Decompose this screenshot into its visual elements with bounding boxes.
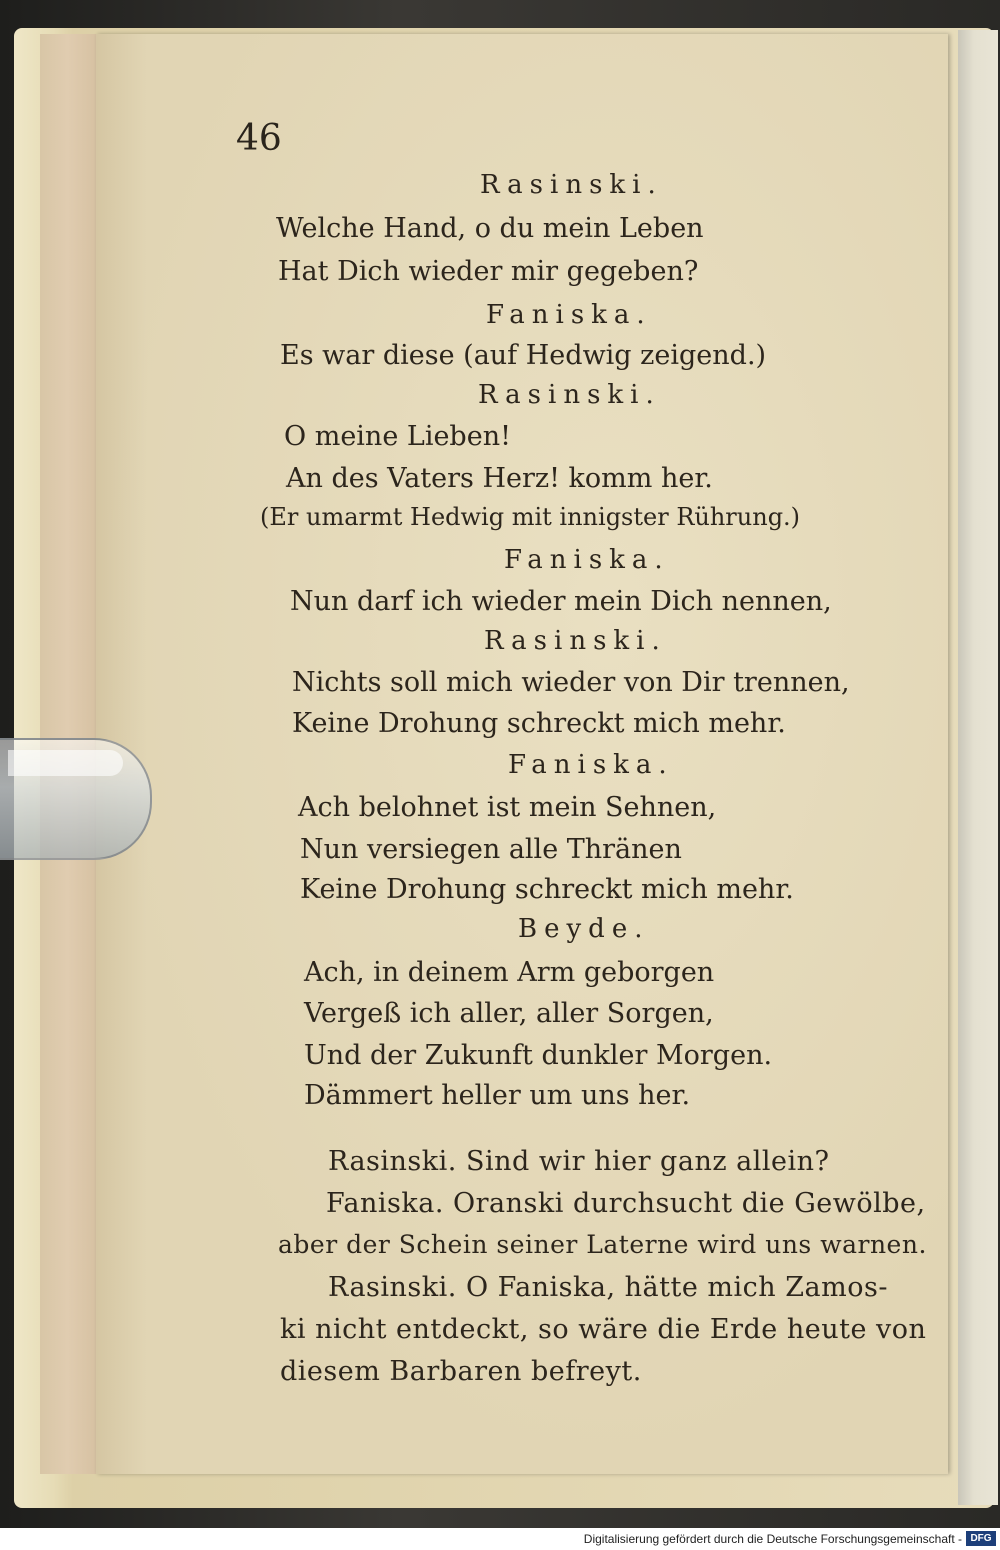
verse-line: Und der Zukunft dunkler Morgen. [304,1040,773,1071]
page-holder-clip [0,738,152,860]
verse-line: Nichts soll mich wieder von Dir trennen, [292,667,850,698]
speaker-name: Faniska. [504,545,670,575]
verse-line: Nun versiegen alle Thränen [300,834,682,865]
verse-line: Keine Drohung schreckt mich mehr. [300,874,794,905]
speaker-name: Faniska. [508,750,674,780]
verse-line: Vergeß ich aller, aller Sorgen, [304,998,714,1029]
prose-line: aber der Schein seiner Laterne wird uns warnen. [278,1230,927,1259]
prose-line: Faniska. Oranski durchsucht die Gewölbe, [326,1188,926,1219]
verse-line: Nun darf ich wieder mein Dich nennen, [290,586,832,617]
facing-page-edge [958,30,998,1505]
speaker-name: Rasinski. [484,626,667,656]
verse-line: Keine Drohung schreckt mich mehr. [292,708,786,739]
speaker-name: Rasinski. [480,170,663,200]
speaker-name: Rasinski. [478,380,661,410]
prose-line: diesem Barbaren befreyt. [280,1356,642,1387]
page-number: 46 [236,118,282,159]
footer-credit: Digitalisierung gefördert durch die Deutsche Forschungsgemeinschaft - [583,1532,962,1546]
verse-line: Ach belohnet ist mein Sehnen, [298,792,717,823]
prose-line: Rasinski. O Faniska, hätte mich Zamos- [328,1272,888,1303]
stage-direction: (Er umarmt Hedwig mit innigster Rührung.) [260,503,801,531]
verse-line: Ach, in deinem Arm geborgen [304,957,715,988]
verse-line: O meine Lieben! [284,421,511,452]
verse-line: Welche Hand, o du mein Leben [276,213,704,244]
prose-line: Rasinski. Sind wir hier ganz allein? [328,1146,830,1177]
speaker-name: Faniska. [486,300,652,330]
dfg-logo: DFG [966,1531,996,1546]
speaker-name: Beyde. [518,914,650,944]
verse-line: Hat Dich wieder mir gegeben? [278,256,699,287]
verse-line: Dämmert heller um uns her. [304,1080,691,1111]
prose-line: ki nicht entdeckt, so wäre die Erde heute von [280,1314,927,1345]
stage-direction-line: Es war diese (auf Hedwig zeigend.) [280,340,767,371]
verse-line: An des Vaters Herz! komm her. [286,463,713,494]
clip-shine [8,750,123,776]
